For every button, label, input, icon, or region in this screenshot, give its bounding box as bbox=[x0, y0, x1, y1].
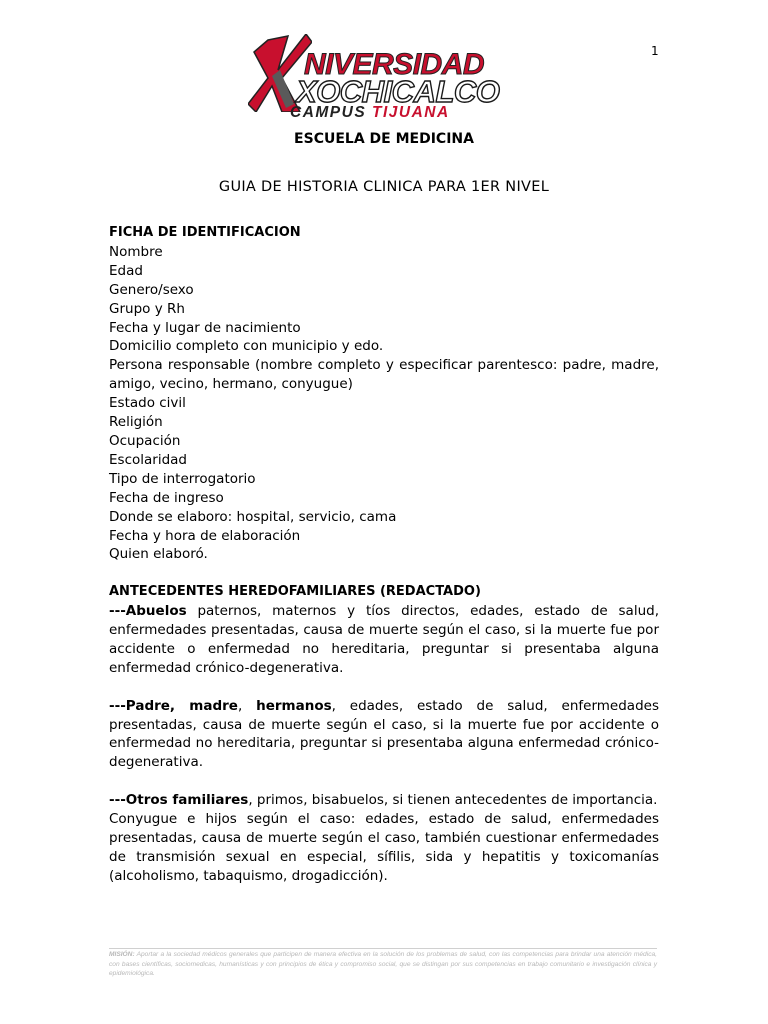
list-item: Fecha de ingreso bbox=[109, 489, 224, 506]
list-item: Tipo de interrogatorio bbox=[109, 470, 256, 487]
list-item: Fecha y hora de elaboración bbox=[109, 527, 301, 544]
list-item: Estado civil bbox=[109, 395, 186, 412]
section-heading-identificacion: FICHA DE IDENTIFICACION bbox=[109, 225, 301, 240]
page-number: 1 bbox=[651, 44, 659, 58]
paragraph-text: , edades, estado de salud, enfermedades presentadas, causa de muerte según el caso, si la muerte fue por accidente o enfermedad no hereditaria, preguntar si presentaba alguna enfermedad crónico-degenerativa. bbox=[109, 697, 659, 771]
list-item: Domicilio completo con municipio y edo. bbox=[109, 338, 384, 355]
section-heading-heredofamiliares: ANTECEDENTES HEREDOFAMILIARES (REDACTADO) bbox=[109, 584, 481, 600]
list-item: Persona responsable (nombre completo y especificar parentesco: padre, madre, amigo, vecino, hermano, conyugue) bbox=[109, 357, 659, 393]
logo-line-1: NIVERSIDAD bbox=[304, 48, 485, 81]
list-item: Ocupación bbox=[109, 432, 181, 449]
paragraph-lead-2: hermanos bbox=[256, 697, 332, 714]
footer-mission bbox=[109, 950, 657, 979]
logo-campus-city: TIJUANA bbox=[371, 104, 450, 121]
paragraph-otros bbox=[109, 791, 659, 810]
school-name: ESCUELA DE MEDICINA bbox=[294, 131, 474, 147]
paragraph-padres bbox=[109, 697, 659, 773]
list-item: Donde se elaboro: hospital, servicio, cama bbox=[109, 508, 397, 525]
logo-campus-word: CAMPUS bbox=[290, 104, 367, 121]
footer-label: MISIÓN: bbox=[109, 951, 135, 958]
list-item: Quien elaboró. bbox=[109, 546, 208, 563]
document-title: GUIA DE HISTORIA CLINICA PARA 1ER NIVEL bbox=[218, 179, 550, 195]
logo-line-2: XOCHICALCO bbox=[296, 74, 500, 109]
paragraph-lead: ---Abuelos bbox=[109, 603, 187, 620]
paragraph-conyugue: Conyugue e hijos según el caso: edades, estado de salud, enfermedades presentadas, causa de muerte según el caso, también cuestionar enfermedades de transmisión sexual en especial, sífilis, sida y hepatitis y toxicomanías (alcoholismo, tabaquismo, drogadicción). bbox=[109, 811, 659, 884]
paragraph-sep: , bbox=[237, 697, 257, 714]
footer-divider bbox=[109, 948, 657, 949]
list-item: Escolaridad bbox=[109, 451, 187, 468]
list-item: Religión bbox=[109, 414, 163, 431]
logo-campus bbox=[290, 104, 450, 122]
paragraph-lead: ---Padre, madre bbox=[109, 697, 238, 714]
list-item: Genero/sexo bbox=[109, 281, 194, 298]
footer-text: Aportar a la sociedad médicos generales que participen de manera efectiva en la solución de los problemas de salud, con las competencias para brindar una atención médica, con bases científicas, sociomedicas, humanísticas y con principios de ética y compromiso social, que se distingan por sus competencias en trabajo comunitario e investigación clínica y epidemiológica. bbox=[109, 951, 657, 978]
list-item: Edad bbox=[109, 262, 143, 279]
list-item: Fecha y lugar de nacimiento bbox=[109, 319, 301, 336]
list-item: Nombre bbox=[109, 243, 163, 260]
paragraph-text: , primos, bisabuelos, si tienen antecedentes de importancia. bbox=[248, 792, 658, 809]
list-item: Grupo y Rh bbox=[109, 300, 185, 317]
paragraph-lead: ---Otros familiares bbox=[109, 792, 249, 809]
paragraph-abuelos bbox=[109, 602, 659, 678]
university-logo bbox=[234, 34, 536, 122]
document-body bbox=[109, 224, 659, 886]
paragraph-text: paternos, maternos y tíos directos, edades, estado de salud, enfermedades presentadas, causa de muerte según el caso, si la muerte fue por accidente o enfermedad no hereditaria, preguntar si presentaba alguna enfermedad crónico-degenerativa. bbox=[109, 603, 659, 676]
